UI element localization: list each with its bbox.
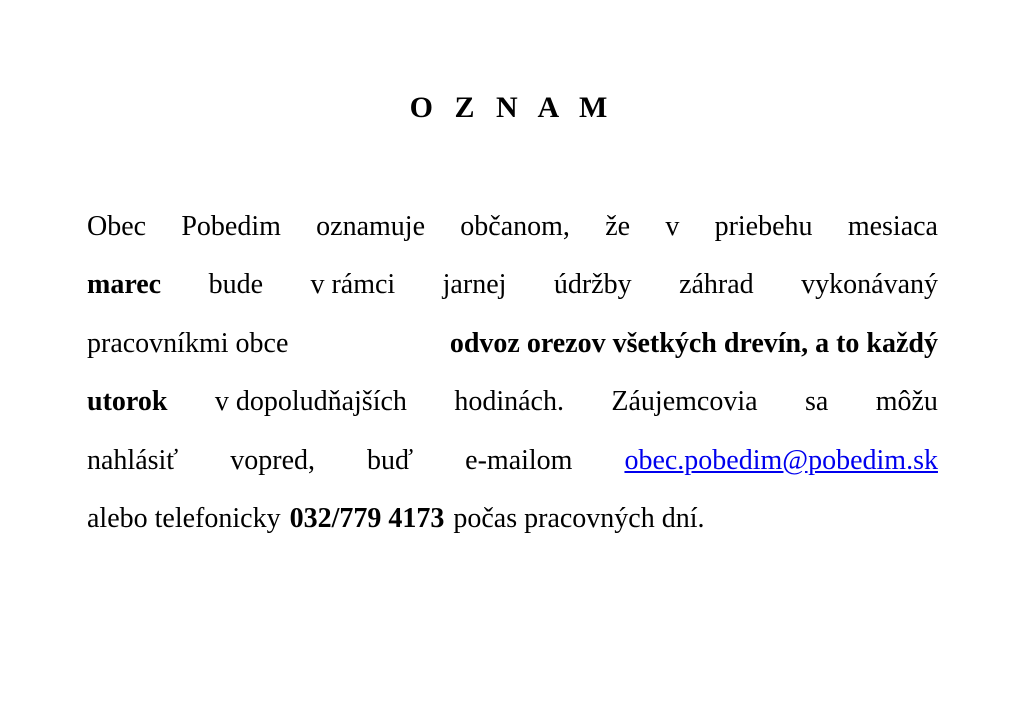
word: sa [804, 386, 829, 418]
body-line-6 [87, 490, 938, 548]
month-highlight: marec [87, 269, 162, 301]
word: oznamuje [316, 211, 426, 242]
body-line-1 [87, 198, 938, 256]
word: Záujemcovia [611, 386, 758, 418]
service-highlight: odvoz orezov všetkých drevín, a to každý [449, 327, 938, 359]
word: jarnej [442, 269, 507, 301]
word: vykonávaný [801, 269, 938, 301]
notice-body [87, 198, 938, 548]
word: záhrad [679, 269, 754, 301]
word: mesiaca [847, 211, 938, 242]
word: údržby [553, 269, 632, 301]
word: bude [208, 269, 263, 301]
word: e-mailom [465, 444, 573, 476]
text-segment: pracovníkmi obce [87, 327, 289, 359]
day-highlight: utorok [87, 386, 168, 418]
word: občanom, [460, 211, 570, 242]
body-line-2 [87, 256, 938, 314]
word: Obec [87, 211, 147, 242]
text-segment: počas pracovných dní. [453, 502, 705, 534]
word: Pobedim [181, 211, 281, 242]
word: môžu [875, 386, 938, 418]
body-line-5 [87, 432, 938, 490]
word: hodinách. [454, 386, 564, 418]
word: vopred, [230, 444, 316, 476]
body-line-3 [87, 315, 938, 373]
word: v [665, 211, 680, 242]
email-link[interactable]: obec.pobedim@pobedim.sk [624, 444, 938, 476]
word: v dopoludňajších [214, 386, 407, 418]
body-line-4 [87, 373, 938, 431]
text-segment: alebo telefonicky [87, 502, 281, 534]
notice-title: O Z N A M [409, 91, 615, 124]
word: nahlásiť [87, 444, 179, 476]
word: v rámci [310, 269, 396, 301]
word: priebehu [714, 211, 813, 242]
phone-number: 032/779 4173 [289, 502, 445, 534]
word: že [605, 211, 631, 242]
word: buď [367, 444, 414, 476]
